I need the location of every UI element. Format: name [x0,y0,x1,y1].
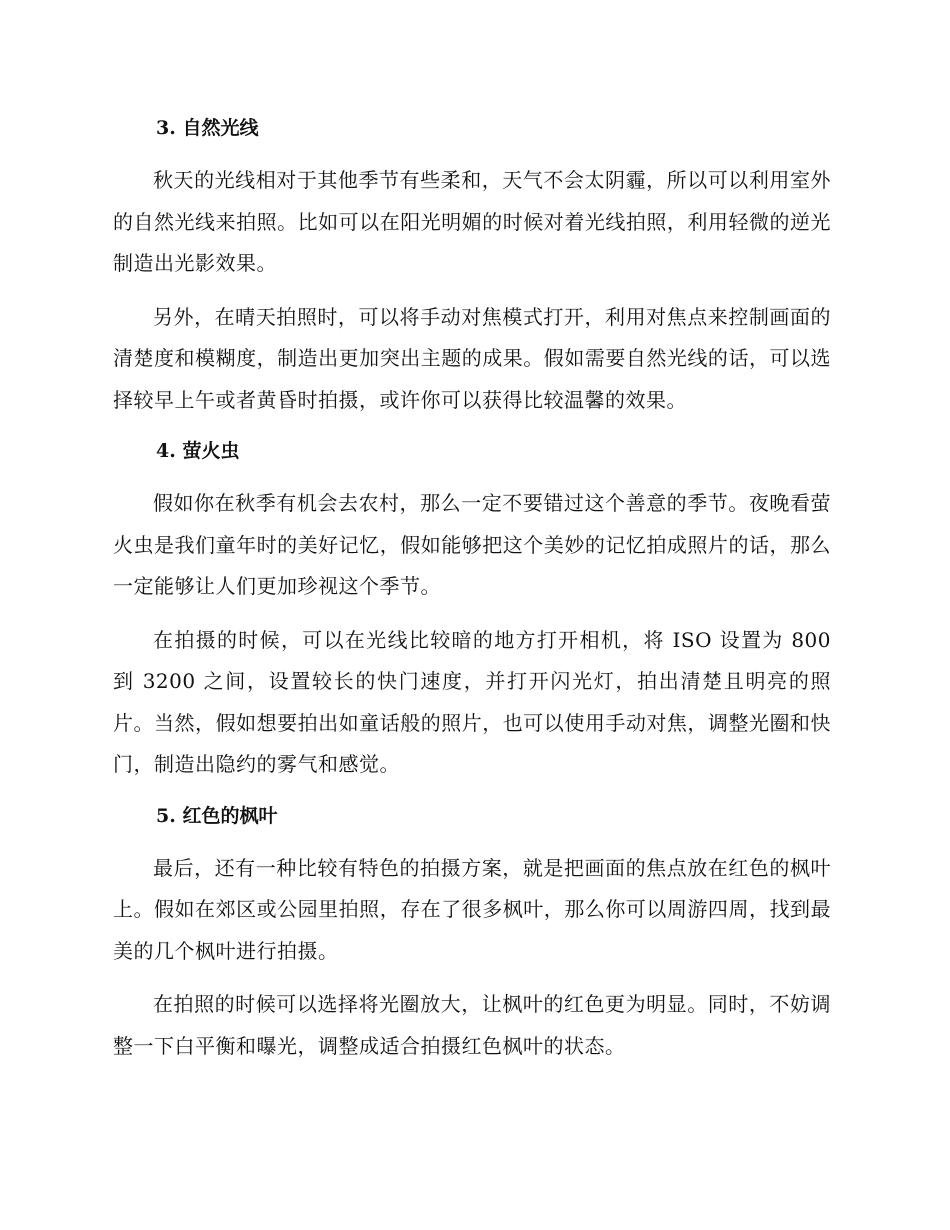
document-body [113,108,831,1067]
paragraph: 假如你在秋季有机会去农村，那么一定不要错过这个善意的季节。夜晚看萤火虫是我们童年时的美好记忆，假如能够把这个美妙的记忆拍成照片的话，那么一定能够让人们更加珍视这个季节。 [113,491,831,598]
section-heading-fireflies: 4. 萤火虫 [156,440,240,462]
section-heading-natural-light: 3. 自然光线 [156,117,259,139]
section-heading-red-maple: 5. 红色的枫叶 [156,804,278,827]
paragraph: 最后，还有一种比较有特色的拍摄方案，就是把画面的焦点放在红色的枫叶上。假如在郊区或公园里拍照，存在了很多枫叶，那么你可以周游四周，找到最美的几个枫叶进行拍摄。 [113,855,831,963]
paragraph: 秋天的光线相对于其他季节有些柔和，天气不会太阴霾，所以可以利用室外的自然光线来拍照。比如可以在阳光明媚的时候对着光线拍照，利用轻微的逆光制造出光影效果。 [113,168,831,275]
paragraph: 在拍摄的时候，可以在光线比较暗的地方打开相机，将 ISO 设置为 800 到 3200 之间，设置较长的快门速度，并打开闪光灯，拍出清楚且明亮的照片。当然，假如想要拍出如童话般的照片，也可以使用手动对焦，调整光圈和快门，制造出隐约的雾气和感觉。 [113,627,831,776]
paragraph: 在拍照的时候可以选择将光圈放大，让枫叶的红色更为明显。同时，不妨调整一下白平衡和曝光，调整成适合拍摄红色枫叶的状态。 [113,992,831,1058]
paragraph: 另外，在晴天拍照时，可以将手动对焦模式打开，利用对焦点来控制画面的清楚度和模糊度，制造出更加突出主题的成果。假如需要自然光线的话，可以选择较早上午或者黄昏时拍摄，或许你可以获得比较温馨的效果。 [113,304,831,412]
